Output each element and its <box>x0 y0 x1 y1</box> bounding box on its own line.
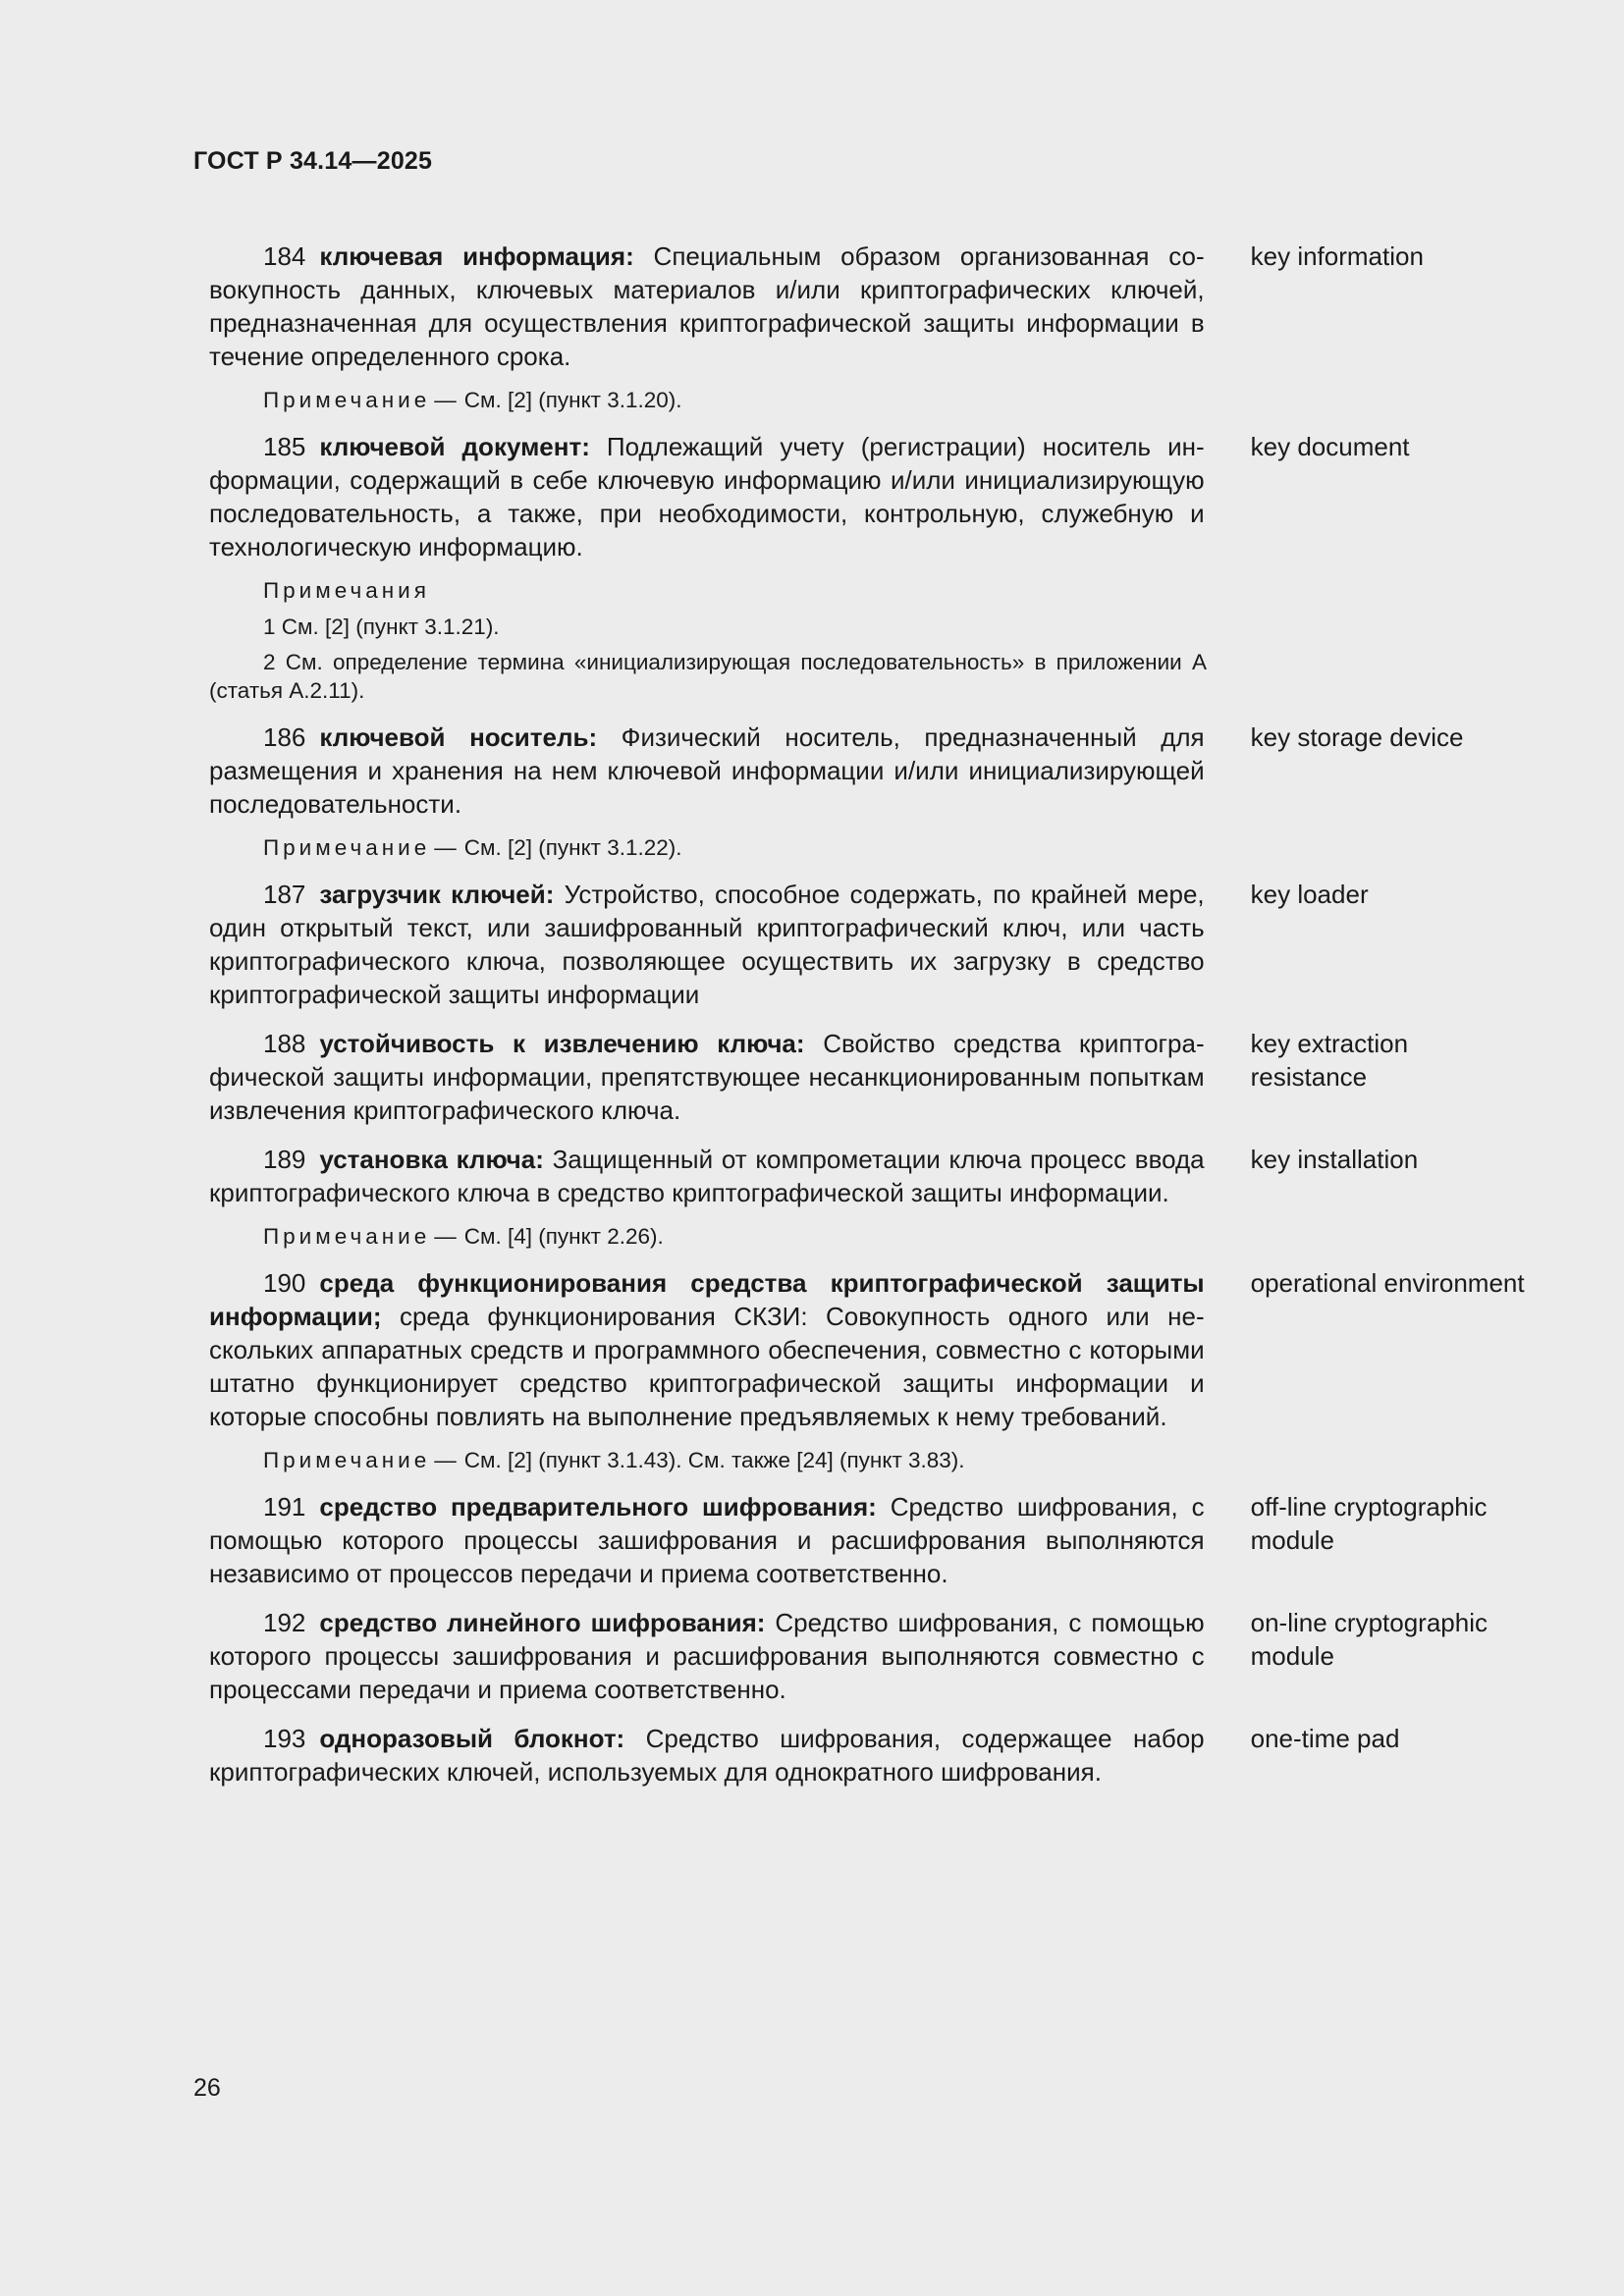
term-number: 187 <box>263 880 306 909</box>
term-entry-190 <box>209 1266 1525 1433</box>
term-number: 190 <box>263 1268 306 1298</box>
term-note: Примечание — См. [2] (пункт 3.1.43). См. также [24] (пункт 3.83). <box>263 1448 965 1472</box>
term-definition: Средство шифрования, с помощью которого процессы зашифрования и расшифрования выполняются совместно с процессами передачи и приема соответственно. <box>209 1608 1205 1704</box>
term-definition: Физический носитель, предназначенный для размещения и хранения на нем ключевой информации и/или инициализирующей последовательности. <box>209 722 1205 819</box>
term-note: Примечание — См. [2] (пункт 3.1.22). <box>263 835 682 860</box>
term-number: 192 <box>263 1608 306 1637</box>
term-number: 193 <box>263 1724 306 1753</box>
term-number: 186 <box>263 722 306 752</box>
term-title: ключевой документ: <box>319 432 590 461</box>
term-entry-186 <box>209 721 1525 821</box>
note-text: См. [2] (пункт 3.1.43). См. также [24] (пункт 3.83). <box>463 1448 965 1472</box>
term-number: 184 <box>263 241 306 271</box>
term-definition: Средство шифрования, содержащее набор криптографических ключей, используемых для однократного шифрования. <box>209 1724 1205 1787</box>
term-entry-184 <box>209 240 1525 373</box>
note-item: 1 См. [2] (пункт 3.1.21). <box>263 614 500 639</box>
term-title: устойчивость к извлечению ключа: <box>319 1029 805 1058</box>
note-item: 2 См. определение термина «инициализирующая последовательность» в приложении А (статья А.2.11). <box>209 650 1207 703</box>
term-title: средство предварительного шифрования: <box>319 1492 877 1522</box>
note-label: Примечание <box>263 835 431 860</box>
term-entry-192 <box>209 1606 1525 1706</box>
terms-list <box>209 240 1525 1801</box>
page-number: 26 <box>193 2074 221 2102</box>
term-entry-185 <box>209 430 1525 563</box>
term-english: key extraction resistance <box>1250 1029 1409 1092</box>
term-number: 189 <box>263 1145 306 1174</box>
note-label: Примечание <box>263 1448 431 1472</box>
term-definition: Защищенный от компрометации ключа процесс ввода криптографического ключа в средство криптографической защиты информации. <box>209 1145 1205 1207</box>
term-title: одноразовый блокнот: <box>319 1724 625 1753</box>
term-english: operational environment <box>1250 1268 1525 1298</box>
term-english: key loader <box>1250 880 1369 909</box>
note-text: См. [2] (пункт 3.1.20). <box>463 388 682 412</box>
term-notes <box>209 576 1207 705</box>
term-english: key document <box>1250 432 1410 461</box>
note-label: Примечание <box>263 388 431 412</box>
term-english: on-line cryptographic module <box>1250 1608 1488 1671</box>
note-text: См. [2] (пункт 3.1.22). <box>463 835 682 860</box>
term-definition: Средство шифрования, с помощью которого процессы зашифрования и расшифрования выполняются независимо от процессов передачи и приема соответственно. <box>209 1492 1205 1588</box>
document-header: ГОСТ Р 34.14—2025 <box>193 147 433 175</box>
term-english: key storage device <box>1250 722 1464 752</box>
term-number: 188 <box>263 1029 306 1058</box>
term-english: key installation <box>1250 1145 1419 1174</box>
note-text: См. [4] (пункт 2.26). <box>463 1224 664 1249</box>
term-definition: среда функционирования СКЗИ: Совокупность одного или нескольких аппаратных средств и программного обеспечения, совместно с которыми штатно функционирует средство криптографической защиты информации и которые способны повлиять на выполнение предъявляемых к нему требований. <box>209 1302 1205 1431</box>
term-entry-189 <box>209 1143 1525 1209</box>
term-title: среда функционирования средства криптографической защиты информации; <box>209 1268 1205 1331</box>
term-definition: Свойство средства криптографической защиты информации, препятствующее несанкционированным попыткам извлечения криптографического ключа. <box>209 1029 1205 1125</box>
term-definition: Специальным образом организованная совокупность данных, ключевых материалов и/или криптографических ключей, предназначенная для осуществления криптографической защиты информации в течение определенного срока. <box>209 241 1205 371</box>
term-entry-188 <box>209 1027 1525 1127</box>
notes-label: Примечания <box>263 578 430 603</box>
term-title: ключевая информация: <box>319 241 634 271</box>
term-definition: Подлежащий учету (регистрации) носитель информации, содержащий в себе ключевую информацию и/или инициализирующую последовательность, а также, при необходимости, контрольную, служебную и технологическую информацию. <box>209 432 1205 561</box>
term-title: загрузчик ключей: <box>319 880 555 909</box>
term-definition: Устройство, способное содержать, по крайней мере, один открытый текст, или зашифрованный криптографический ключ, или часть криптографического ключа, позволяющее осуществить их загрузку в средство криптографической защиты информации <box>209 880 1205 1009</box>
term-english: one-time pad <box>1250 1724 1400 1753</box>
term-number: 185 <box>263 432 306 461</box>
term-entry-193 <box>209 1722 1525 1789</box>
term-entry-191 <box>209 1490 1525 1590</box>
term-english: off-line cryptographic module <box>1250 1492 1488 1555</box>
term-note: Примечание — См. [2] (пункт 3.1.20). <box>263 388 682 412</box>
term-note: Примечание — См. [4] (пункт 2.26). <box>263 1224 664 1249</box>
note-label: Примечание <box>263 1224 431 1249</box>
term-title: установка ключа: <box>319 1145 544 1174</box>
term-entry-187 <box>209 878 1525 1011</box>
term-title: ключевой носитель: <box>319 722 598 752</box>
term-english: key information <box>1250 241 1424 271</box>
term-title: средство линейного шифрования: <box>319 1608 766 1637</box>
term-number: 191 <box>263 1492 306 1522</box>
